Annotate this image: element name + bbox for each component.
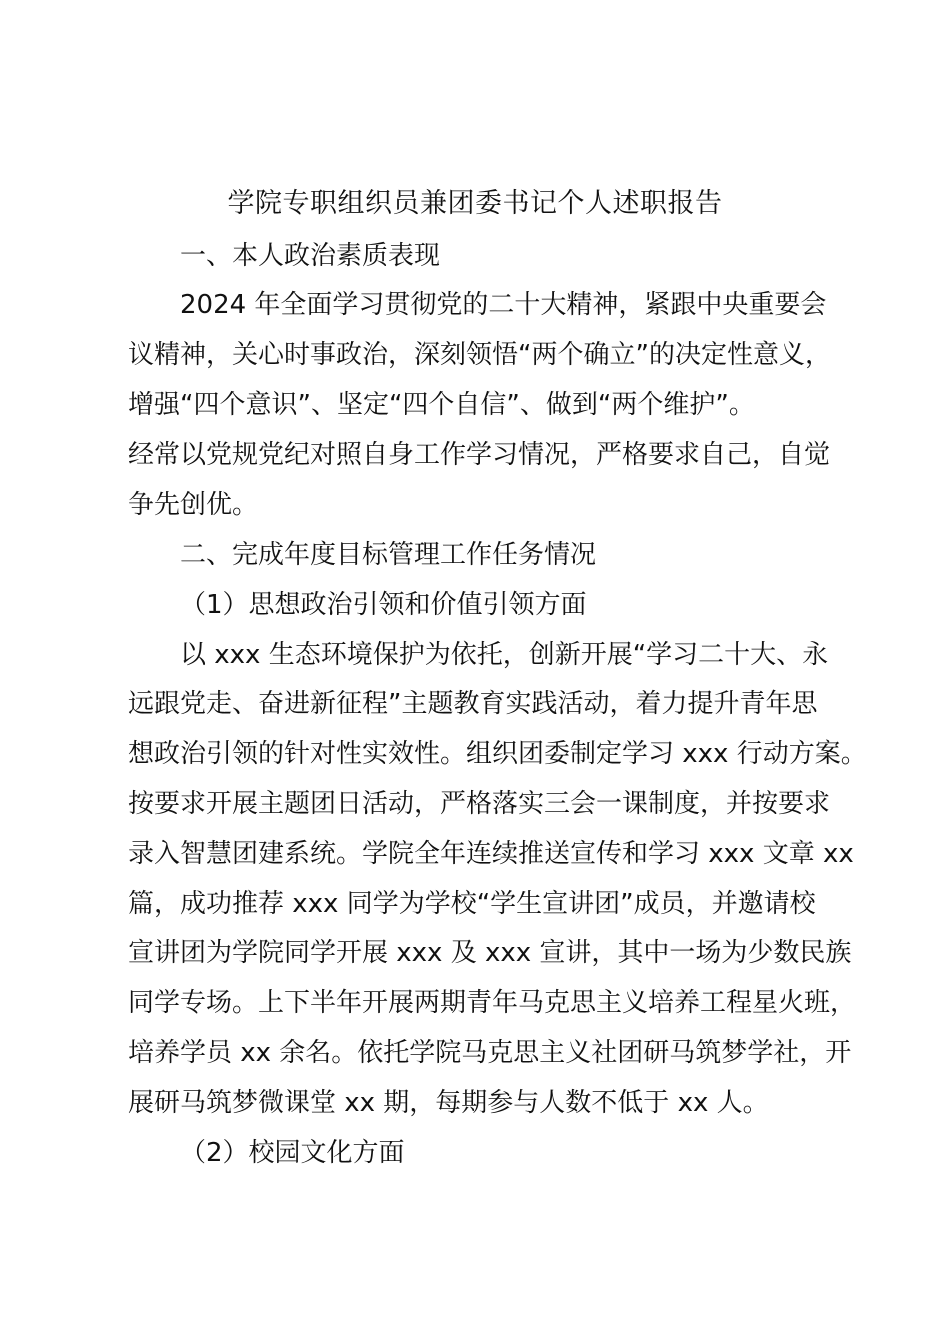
paragraph-line: 经常以党规党纪对照自身工作学习情况，严格要求自己，自觉: [128, 440, 831, 470]
paragraph-line: 2024 年全面学习贯彻党的二十大精神，紧跟中央重要会: [180, 290, 827, 320]
document-title: 学院专职组织员兼团委书记个人述职报告: [227, 188, 723, 219]
paragraph-line: 争先创优。: [128, 490, 259, 520]
section-heading-2: 二、完成年度目标管理工作任务情况: [180, 540, 597, 570]
paragraph-line: 同学专场。上下半年开展两期青年马克思主义培养工程星火班，: [128, 988, 857, 1018]
paragraph-line: 篇，成功推荐 xxx 同学为学校“学生宣讲团”成员，并邀请校: [128, 889, 816, 919]
paragraph-line: 培养学员 xx 余名。依托学院马克思主义社团研马筑梦学社，开: [128, 1038, 852, 1068]
paragraph-line: 想政治引领的针对性实效性。组织团委制定学习 xxx 行动方案。: [128, 739, 867, 769]
subsection-heading-1: （1）思想政治引领和价值引领方面: [180, 590, 587, 620]
paragraph-line: 远跟党走、奋进新征程”主题教育实践活动，着力提升青年思: [128, 689, 818, 719]
paragraph-line: 展研马筑梦微课堂 xx 期，每期参与人数不低于 xx 人。: [128, 1088, 769, 1118]
section-heading-1: 一、本人政治素质表现: [180, 241, 441, 271]
paragraph-line: 录入智慧团建系统。学院全年连续推送宣传和学习 xxx 文章 xx: [128, 839, 854, 869]
paragraph-line: 以 xxx 生态环境保护为依托，创新开展“学习二十大、永: [180, 640, 829, 670]
paragraph-line: 宣讲团为学院同学开展 xxx 及 xxx 宣讲，其中一场为少数民族: [128, 938, 852, 968]
paragraph-line: 议精神，关心时事政治，深刻领悟“两个确立”的决定性意义，: [128, 340, 831, 370]
paragraph-line: 增强“四个意识”、坚定“四个自信”、做到“两个维护”。: [128, 390, 755, 420]
subsection-heading-2: （2）校园文化方面: [180, 1138, 405, 1168]
paragraph-line: 按要求开展主题团日活动，严格落实三会一课制度，并按要求: [128, 789, 831, 819]
